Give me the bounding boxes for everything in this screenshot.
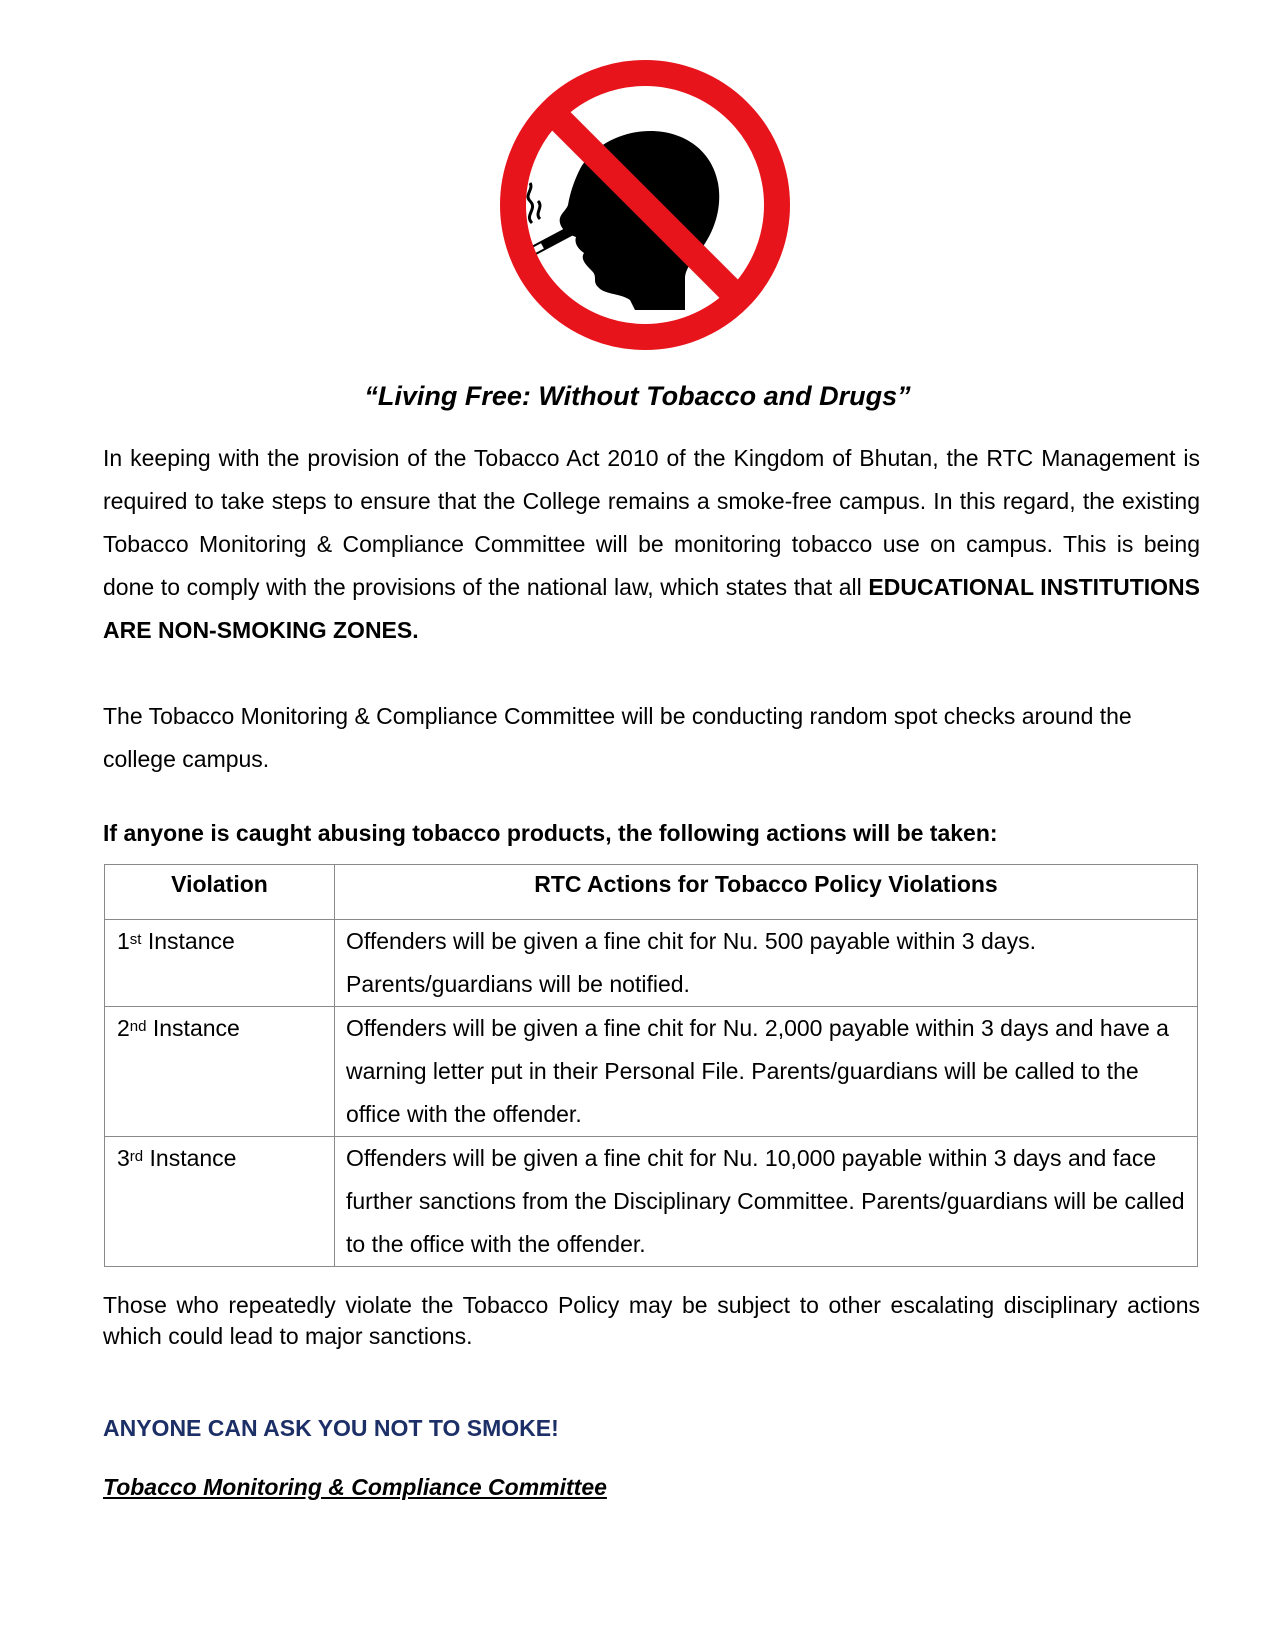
table-row bbox=[105, 920, 1198, 1007]
warning-message: ANYONE CAN ASK YOU NOT TO SMOKE! bbox=[103, 1415, 559, 1441]
intro-paragraph bbox=[103, 437, 1200, 652]
instance-label: Instance bbox=[141, 928, 235, 954]
table-row bbox=[105, 1137, 1198, 1267]
page-title: “Living Free: Without Tobacco and Drugs” bbox=[364, 381, 911, 411]
table-header-row bbox=[105, 865, 1198, 920]
repeat-violation-note: Those who repeatedly violate the Tobacco Policy may be subject to other escalating disciplinary actions which could lead to major sanctions. bbox=[103, 1292, 1200, 1349]
header-actions: RTC Actions for Tobacco Policy Violations bbox=[335, 865, 1198, 920]
instance-suffix: nd bbox=[129, 1018, 147, 1035]
violation-cell bbox=[105, 1137, 335, 1267]
action-cell: Offenders will be given a fine chit for Nu. 500 payable within 3 days. Parents/guardians will be notified. bbox=[335, 920, 1198, 1007]
table-row bbox=[105, 1007, 1198, 1137]
instance-label: Instance bbox=[146, 1015, 240, 1041]
violation-cell bbox=[105, 920, 335, 1007]
intro-emphasis: EDUCATIONAL INSTITUTIONS ARE NON-SMOKING ZONES. bbox=[103, 574, 1200, 643]
instance-suffix: st bbox=[129, 931, 142, 948]
violations-table bbox=[104, 864, 1198, 1267]
spot-checks-paragraph: The Tobacco Monitoring & Compliance Committee will be conducting random spot checks around the college campus. bbox=[103, 703, 1132, 772]
instance-number: 3 bbox=[117, 1145, 130, 1171]
instance-number: 1 bbox=[117, 928, 130, 954]
action-cell: Offenders will be given a fine chit for Nu. 10,000 payable within 3 days and face further sanctions from the Disciplinary Committee. Parents/guardians will be called to the office with the offender. bbox=[335, 1137, 1198, 1267]
no-smoking-sign-icon bbox=[480, 55, 810, 355]
intro-text: In keeping with the provision of the Tobacco Act 2010 of the Kingdom of Bhutan, the RTC Management is required to take steps to ensure that the College remains a smoke-free campus. In this regard, the existing Tobacco Monitoring & Compliance Committee will be monitoring tobacco use on campus. This is being done to comply with the provisions of the national law, which states that all bbox=[103, 445, 1200, 600]
instance-label: Instance bbox=[143, 1145, 237, 1171]
violation-cell bbox=[105, 1007, 335, 1137]
actions-intro: If anyone is caught abusing tobacco products, the following actions will be taken: bbox=[103, 820, 998, 846]
instance-number: 2 bbox=[117, 1015, 130, 1041]
header-violation: Violation bbox=[105, 865, 335, 920]
committee-signature: Tobacco Monitoring & Compliance Committee bbox=[103, 1474, 607, 1500]
instance-suffix: rd bbox=[129, 1148, 144, 1165]
action-cell: Offenders will be given a fine chit for Nu. 2,000 payable within 3 days and have a warning letter put in their Personal File. Parents/guardians will be called to the office with the offender. bbox=[335, 1007, 1198, 1137]
